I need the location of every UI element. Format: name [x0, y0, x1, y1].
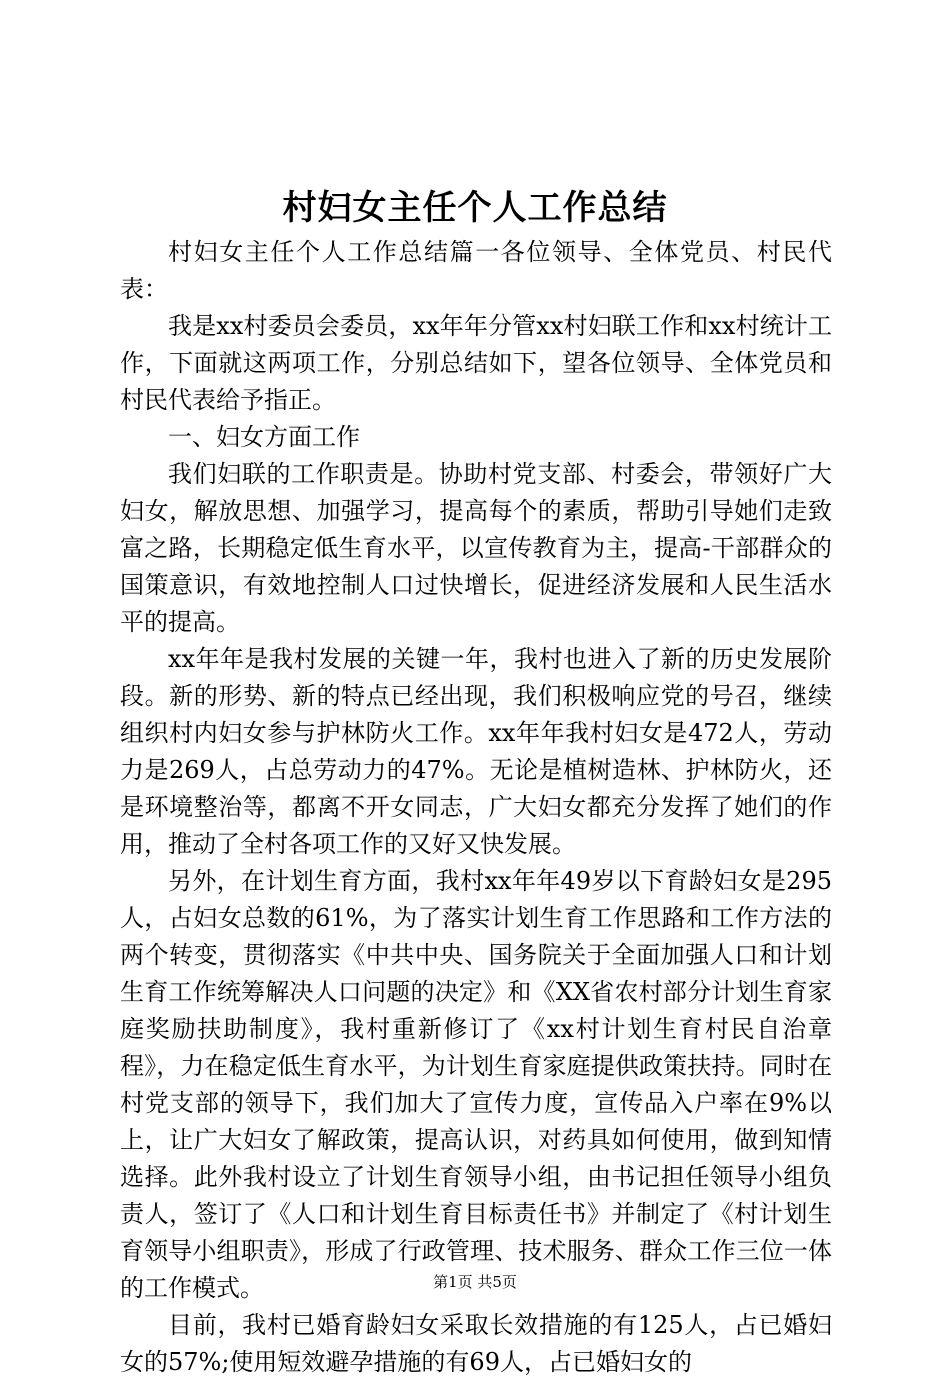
paragraph-development: xx年年是我村发展的关键一年，我村也进入了新的历史发展阶段。新的形势、新的特点已经出现，我们积极响应党的号召，继续组织村内妇女参与护林防火工作。xx年年我村妇女是472人，劳动力是269人，占总劳动力的47%。无论是植树造林、护林防火，还是环境整治等，都离不开女同志，广大妇女都充分发挥了她们的作用，推动了全村各项工作的又好又快发展。: [120, 645, 832, 858]
paragraph-intro: 村妇女主任个人工作总结篇一各位领导、全体党员、村民代表：: [120, 238, 832, 303]
paragraph-duties: 我们妇联的工作职责是。协助村党支部、村委会，带领好广大妇女，解放思想、加强学习，提高每个的素质，帮助引导她们走致富之路，长期稳定低生育水平，以宣传教育为主，提高-干部群众的国策意识，有效地控制人口过快增长，促进经济发展和人民生活水平的提高。: [120, 460, 832, 636]
page-number-footer: 第1页 共5页: [433, 1273, 517, 1291]
paragraph-family-planning: 另外，在计划生育方面，我村xx年年49岁以下育龄妇女是295人，占妇女总数的61%，为了落实计划生育工作思路和工作方法的两个转变，贯彻落实《中共中央、国务院关于全面加强人口和计划生育工作统筹解决人口问题的决定》和《XX省农村部分计划生育家庭奖励扶助制度》，我村重新修订了《xx村计划生育村民自治章程》，力在稳定低生育水平，为计划生育家庭提供政策扶持。同时在村党支部的领导下，我们加大了宣传力度，宣传品入户率在9%以上，让广大妇女了解政策，提高认识，对药具如何使用，做到知情选择。此外我村设立了计划生育领导小组，由书记担任领导小组负责人，签订了《人口和计划生育目标责任书》并制定了《村计划生育领导小组职责》，形成了行政管理、技术服务、群众工作三位一体的工作模式。: [120, 867, 832, 1302]
paragraph-current-status: 目前，我村已婚育龄妇女采取长效措施的有125人，占已婚妇女的57%;使用短效避孕措施的有69人，占已婚妇女的: [120, 1311, 832, 1376]
document-body: [120, 234, 832, 1381]
document-title: 村妇女主任个人工作总结: [282, 188, 668, 228]
paragraph-self-introduction: 我是xx村委员会委员，xx年年分管xx村妇联工作和xx村统计工作，下面就这两项工作，分别总结如下，望各位领导、全体党员和村民代表给予指正。: [120, 312, 832, 414]
section-heading-women-work: 一、妇女方面工作: [168, 423, 360, 451]
